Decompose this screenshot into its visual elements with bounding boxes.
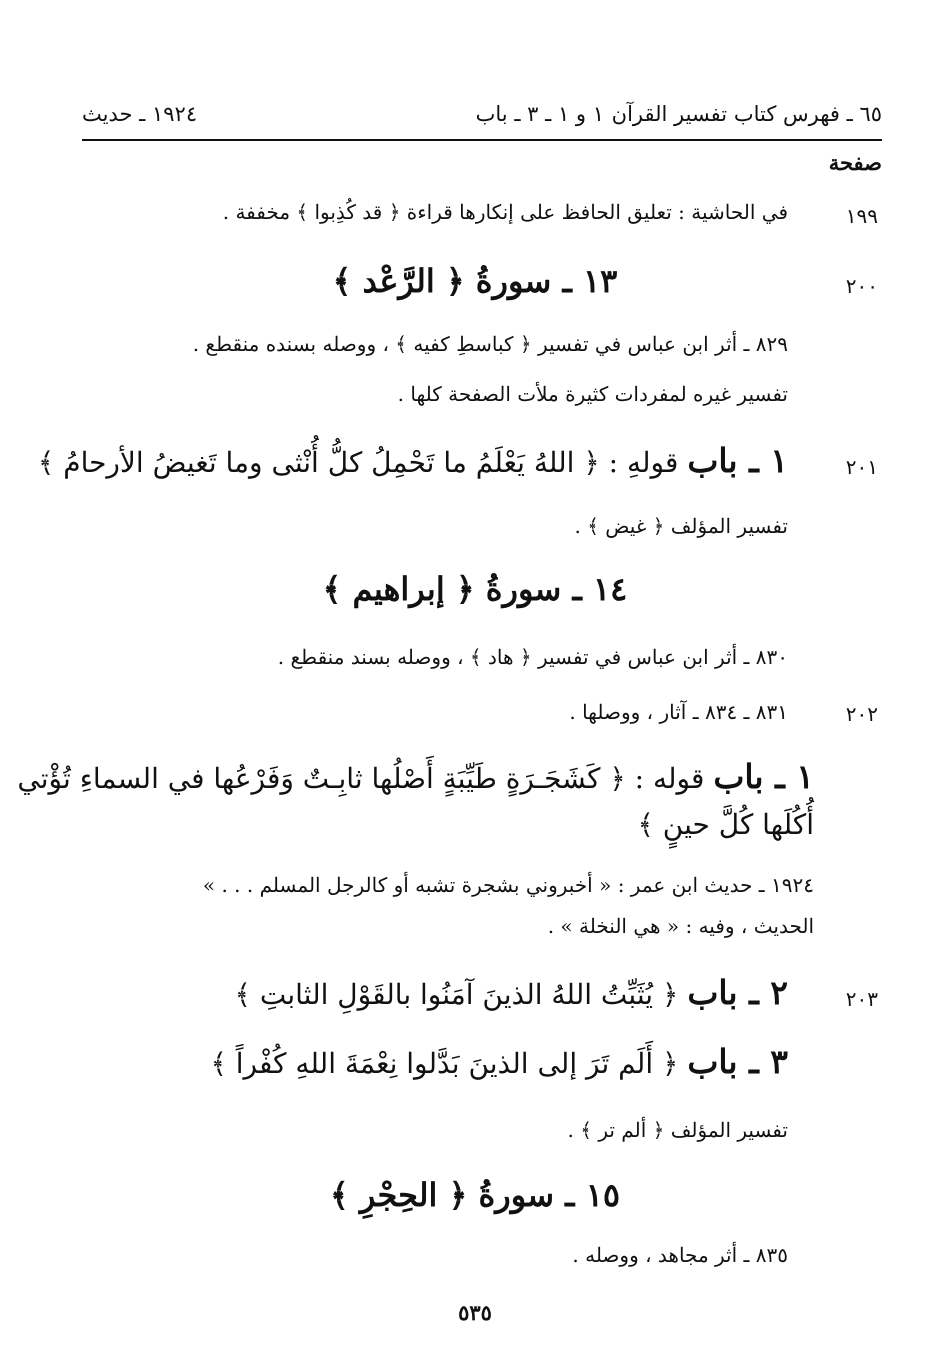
baab-label: ١ ـ باب bbox=[687, 441, 788, 480]
header-divider bbox=[82, 139, 882, 141]
baab-heading bbox=[17, 757, 814, 796]
entry-text: ٨٣٠ ـ أثر ابن عباس في تفسير ﴿ هاد ﴾ ، ووصله بسند منقطع . bbox=[277, 645, 788, 669]
baab-verse: قولهِ : ﴿ اللهُ يَعْلَمُ ما تَحْمِلُ كلُّ أُنْثى وما تَغيضُ الأرحامُ ﴾ bbox=[37, 446, 679, 479]
entry-text: تفسير المؤلف ﴿ غيض ﴾ . bbox=[574, 514, 788, 538]
entry-text: ٨٣١ ـ ٨٣٤ ـ آثار ، ووصلها . bbox=[569, 700, 788, 724]
entry-text: ٨٢٩ ـ أثر ابن عباس في تفسير ﴿ كباسطِ كفيه ﴾ ، ووصله بسنده منقطع . bbox=[192, 332, 788, 356]
baab-heading bbox=[38, 441, 788, 480]
surah-heading-ar-raad: ١٣ ـ سورةُ ﴿ الرَّعْد ﴾ bbox=[332, 262, 618, 300]
page-ref-202: ٢٠٢ bbox=[845, 702, 878, 726]
surah-heading-ibrahim: ١٤ ـ سورةُ ﴿ إبراهيم ﴾ bbox=[322, 570, 628, 608]
page-ref-199: ١٩٩ bbox=[845, 204, 878, 228]
baab-verse: قوله : ﴿ كَشَجَـرَةٍ طَيِّبَةٍ أَصْلُها ثابِـتٌ وَفَرْعُها في السماءِ تُؤْتي bbox=[17, 762, 705, 795]
entry-text: تفسير المؤلف ﴿ ألم تر ﴾ . bbox=[567, 1118, 788, 1142]
header-hadith-number: ١٩٢٤ ـ حديث bbox=[82, 102, 198, 126]
baab-verse: ﴿ يُثَبِّتُ اللهُ الذينَ آمَنُوا بالقَوْلِ الثابتِ ﴾ bbox=[234, 978, 679, 1011]
page-ref-200: ٢٠٠ bbox=[845, 274, 878, 298]
page-number: ٥٣٥ bbox=[458, 1300, 492, 1325]
header-section: ١ و ١ ـ ٣ ـ باب bbox=[475, 102, 604, 126]
hadith-entry: ١٩٢٤ ـ حديث ابن عمر : « أخبروني بشجرة تشبه أو كالرجل المسلم . . . » bbox=[202, 873, 814, 897]
running-header bbox=[82, 102, 882, 136]
baab-label: ٣ ـ باب bbox=[687, 1042, 788, 1081]
baab-verse: ﴿ أَلَم تَرَ إلى الذينَ بَدَّلوا نِعْمَةَ اللهِ كُفْراً ﴾ bbox=[210, 1047, 679, 1080]
surah-heading-al-hijr: ١٥ ـ سورةُ ﴿ الحِجْرِ ﴾ bbox=[329, 1176, 621, 1214]
baab-label: ٢ ـ باب bbox=[687, 973, 788, 1012]
baab-label: ١ ـ باب bbox=[713, 757, 814, 796]
entry-text: تفسير غيره لمفردات كثيرة ملأت الصفحة كلها . bbox=[397, 382, 788, 406]
baab-heading bbox=[210, 1042, 788, 1081]
header-chapter-title: ٦٥ ـ فهرس كتاب تفسير القرآن bbox=[611, 102, 882, 126]
entry-text: ٨٣٥ ـ أثر مجاهد ، ووصله . bbox=[572, 1243, 788, 1267]
baab-heading bbox=[235, 973, 788, 1012]
hadith-entry-continuation: الحديث ، وفيه : « هي النخلة » . bbox=[547, 914, 814, 938]
page-ref-203: ٢٠٣ bbox=[845, 987, 878, 1011]
entry-text: في الحاشية : تعليق الحافظ على إنكارها قراءة ﴿ قد كُذِبوا ﴾ مخففة . bbox=[222, 200, 788, 224]
baab-verse-continuation: أُكُلَها كُلَّ حينٍ ﴾ bbox=[637, 808, 814, 841]
page-ref-201: ٢٠١ bbox=[845, 455, 878, 479]
page-column-label: صفحة bbox=[828, 150, 882, 175]
